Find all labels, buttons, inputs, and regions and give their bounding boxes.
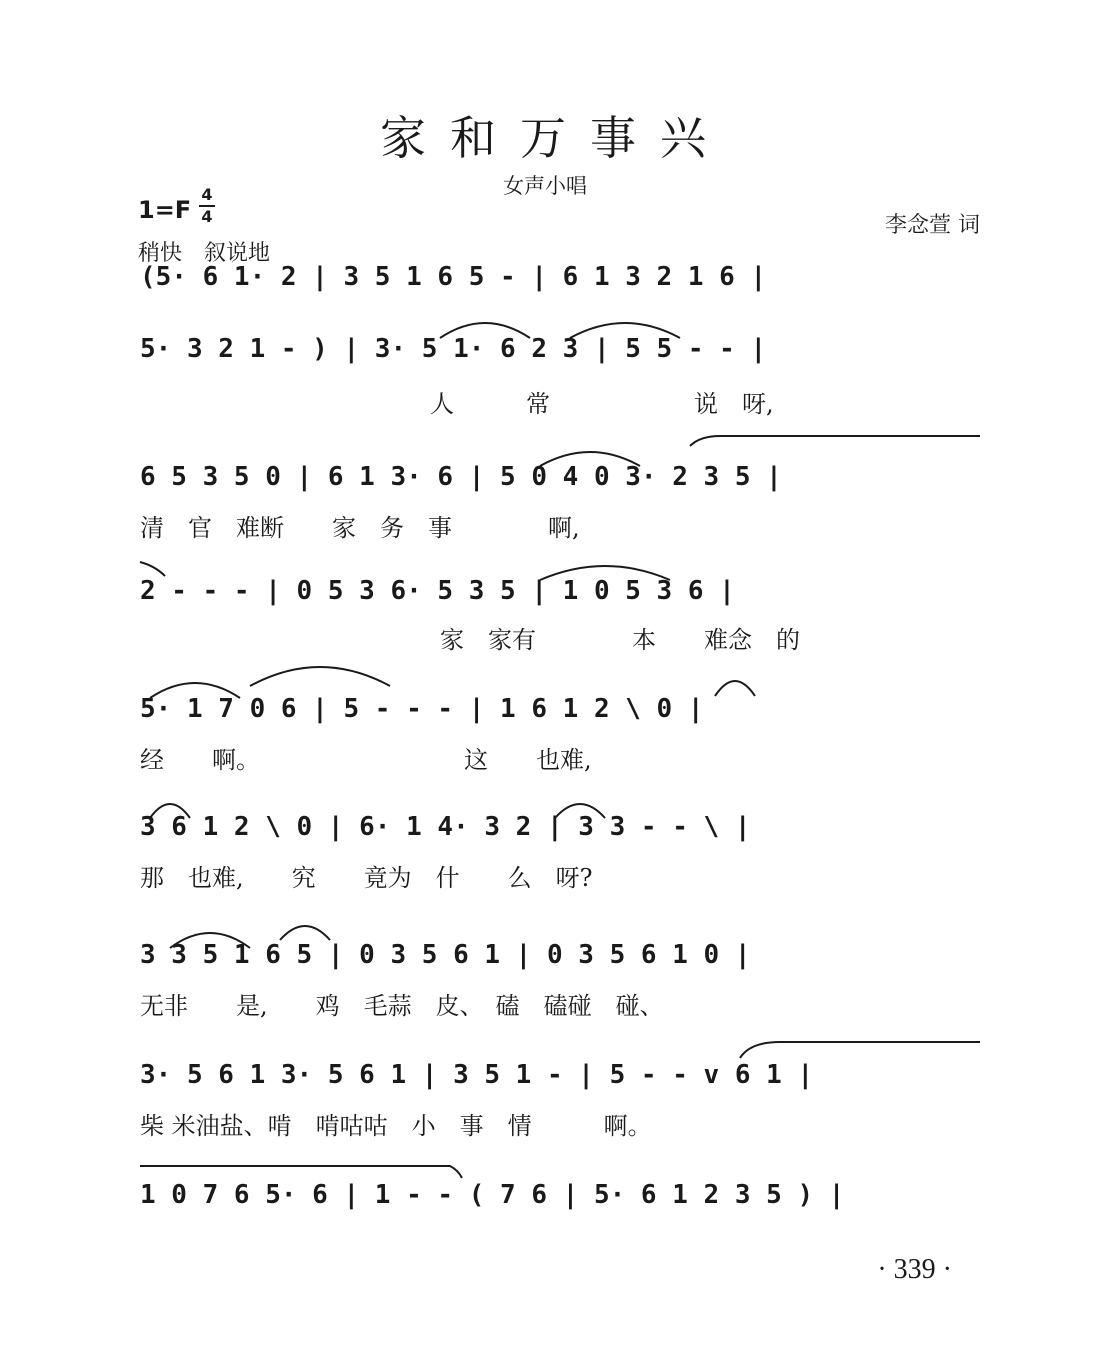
lyric-line: 无非 是, 鸡 毛蒜 皮、 磕 磕碰 碰、: [140, 992, 664, 1020]
lyric-line: 经 啊。 这 也难,: [140, 746, 592, 774]
song-title: 家和万事兴: [380, 111, 730, 165]
lyric-line: 家 家有 本 难念 的: [440, 626, 800, 654]
lyric-line: 那 也难, 究 竟为 什 么 呀?: [140, 864, 593, 892]
notation-line: 5· 1 7 0 6 | 5 - - - | 1 6 1 2 \ 0 |: [140, 694, 704, 724]
lyric-line: 清 官 难断 家 务 事 啊,: [140, 514, 580, 542]
notation-line: (5· 6 1· 2 | 3 5 1 6 5 - | 6 1 3 2 1 6 |: [140, 262, 767, 292]
tempo-marking: 稍快 叙说地: [138, 241, 271, 266]
notation-line: 2 - - - | 0 5 3 6· 5 3 5 | 1 0 5 3 6 |: [140, 576, 735, 606]
lyricist-credit: 李念萱 词: [885, 213, 980, 238]
meter-top: 4: [201, 185, 213, 204]
notation-line: 5· 3 2 1 - ) | 3· 5 1· 6 2 3 | 5 5 - - |: [140, 334, 767, 364]
key-signature: 1=F: [138, 196, 192, 224]
page-number: · 339 ·: [877, 1254, 952, 1285]
notation-line: 3 3 5 1 6 5 | 0 3 5 6 1 | 0 3 5 6 1 0 |: [140, 940, 751, 970]
lyric-line: 人 常 说 呀,: [430, 390, 774, 418]
lyric-line: 柴 米油盐、啃 啃咕咕 小 事 情 啊。: [140, 1112, 652, 1140]
notation-line: 6 5 3 5 0 | 6 1 3· 6 | 5 0 4 0 3· 2 3 5 |: [140, 462, 782, 492]
notation-line: 3· 5 6 1 3· 5 6 1 | 3 5 1 - | 5 - - v 6 1 |: [140, 1060, 814, 1090]
notation-line: 3 6 1 2 \ 0 | 6· 1 4· 3 2 | 3 3 - - \ |: [140, 812, 751, 842]
notation-line: 1 0 7 6 5· 6 | 1 - - ( 7 6 | 5· 6 1 2 3 5 ) |: [140, 1180, 845, 1210]
song-subtitle: 女声小唱: [503, 174, 587, 198]
meter-bottom: 4: [201, 207, 213, 226]
